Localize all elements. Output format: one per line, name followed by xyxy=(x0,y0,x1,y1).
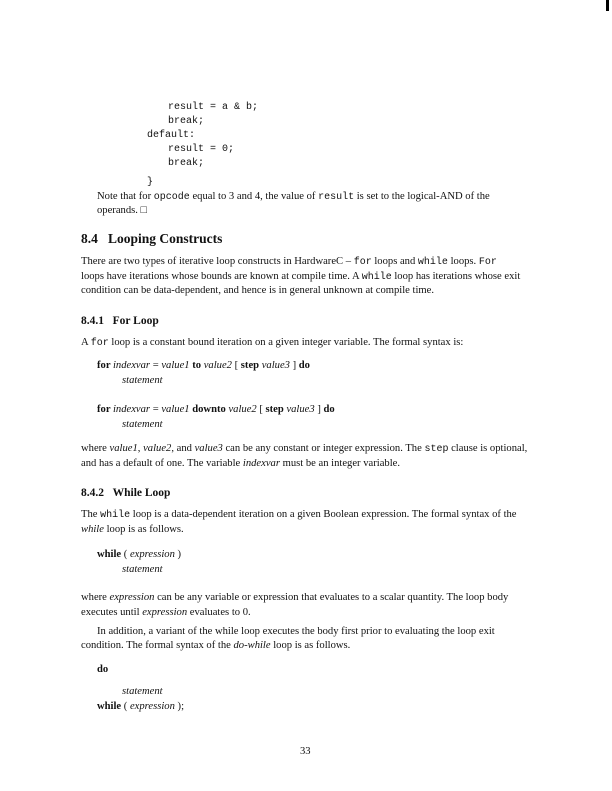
text-run: and has a default of one. The variable xyxy=(81,458,243,469)
code-text: result = a & b; xyxy=(168,102,259,113)
text-run: In addition, a variant of the while loop executes the body first prior to evaluating the loop exit xyxy=(97,626,495,637)
italic-text: while xyxy=(81,524,104,535)
keyword-text: for xyxy=(97,360,113,371)
paragraph-line xyxy=(97,626,495,638)
text-run: ); xyxy=(174,701,185,712)
code-text: while xyxy=(361,272,392,283)
scan-mark xyxy=(606,0,609,11)
text-run: ) xyxy=(174,549,182,560)
syntax-line xyxy=(122,564,163,576)
text-run: A xyxy=(81,337,91,348)
text-run: There are two types of iterative loop constructs in HardwareC – xyxy=(81,256,354,267)
keyword-text: do xyxy=(97,664,109,675)
italic-text: value3 xyxy=(261,360,290,371)
text-run: must be an integer variable. xyxy=(279,458,400,469)
keyword-text: while xyxy=(97,701,122,712)
code-text: result xyxy=(318,192,355,203)
syntax-line xyxy=(122,686,163,698)
italic-text: value3 xyxy=(286,404,315,415)
text-run: executes until xyxy=(81,607,143,618)
code-line xyxy=(147,176,153,189)
note-line xyxy=(97,205,147,217)
paragraph-line xyxy=(81,607,251,619)
text-run: , xyxy=(137,443,144,454)
keyword-text: while xyxy=(97,549,122,560)
italic-text: value2 xyxy=(228,404,257,415)
italic-text: value1 xyxy=(161,404,190,415)
text-run: can be any constant or integer expression. The xyxy=(222,443,425,454)
text-run: operands. □ xyxy=(97,205,147,216)
text-run: loop is as follows. xyxy=(103,524,184,535)
syntax-line xyxy=(97,549,181,561)
code-text: step xyxy=(424,444,449,455)
subsection-heading: 8.4.2 While Loop xyxy=(81,487,171,499)
paragraph-line xyxy=(81,640,350,652)
syntax-line xyxy=(97,360,310,372)
code-text: while xyxy=(417,257,448,268)
text-run: loop has iterations whose exit xyxy=(391,271,521,282)
text-run: [ xyxy=(231,360,241,371)
text-run: = xyxy=(150,360,162,371)
code-text: opcode xyxy=(153,192,190,203)
keyword-text: do xyxy=(323,404,335,415)
italic-text: do-while xyxy=(233,640,271,651)
text-run: where xyxy=(81,443,110,454)
paragraph-line xyxy=(81,458,400,470)
italic-text: statement xyxy=(122,686,163,697)
code-text: for xyxy=(353,257,372,268)
italic-text: value2 xyxy=(203,360,232,371)
code-line xyxy=(168,157,204,170)
italic-text: statement xyxy=(122,419,163,430)
italic-text: indexvar xyxy=(112,360,151,371)
italic-text: expression xyxy=(109,592,155,603)
text-run: loop is as follows. xyxy=(270,640,351,651)
text-run: ( xyxy=(121,549,130,560)
text-run: condition. The formal syntax of the xyxy=(81,640,234,651)
code-line xyxy=(168,101,258,114)
keyword-text: to xyxy=(189,360,204,371)
code-text: break; xyxy=(168,158,205,169)
paragraph-line xyxy=(81,271,520,284)
text-run: , and xyxy=(171,443,195,454)
italic-text: value1 xyxy=(161,360,190,371)
italic-text: expression xyxy=(142,607,188,618)
section-heading: 8.4 Looping Constructs xyxy=(81,231,223,246)
code-text: while xyxy=(100,510,131,521)
paragraph-line xyxy=(81,509,517,522)
text-run: equal to 3 and 4, the value of xyxy=(189,191,319,202)
code-text: For xyxy=(478,257,497,268)
italic-text: value1 xyxy=(109,443,138,454)
code-line xyxy=(168,143,234,156)
text-run: loop is a constant bound iteration on a given integer variable. The formal syntax is: xyxy=(108,337,464,348)
italic-text: indexvar xyxy=(112,404,151,415)
code-text: default: xyxy=(147,130,196,141)
paragraph-line xyxy=(81,524,184,536)
italic-text: value3 xyxy=(194,443,223,454)
keyword-text: step xyxy=(265,404,287,415)
text-run: condition can be data-dependent, and hence is in general unknown at compile time. xyxy=(81,285,435,296)
note-line xyxy=(97,191,490,204)
italic-text: indexvar xyxy=(242,458,280,469)
code-line xyxy=(168,115,204,128)
italic-text: expression xyxy=(129,549,175,560)
code-text: } xyxy=(147,177,154,188)
italic-text: expression xyxy=(129,701,175,712)
text-run: [ xyxy=(256,404,266,415)
keyword-text: for xyxy=(97,404,113,415)
keyword-text: step xyxy=(240,360,262,371)
text-run: = xyxy=(150,404,162,415)
text-run: ( xyxy=(121,701,130,712)
text-run: is set to the logical-AND of the xyxy=(354,191,490,202)
paragraph-line xyxy=(81,443,527,456)
paragraph-line xyxy=(81,592,508,604)
text-run: loop is a data-dependent iteration on a given Boolean expression. The formal syntax of the xyxy=(130,509,517,520)
paragraph-line xyxy=(81,256,497,269)
keyword-text: do xyxy=(298,360,310,371)
paragraph-line xyxy=(81,285,434,297)
syntax-line xyxy=(122,419,163,431)
code-text: for xyxy=(90,338,109,349)
text-run: can be any variable or expression that evaluates to a scalar quantity. The loop body xyxy=(154,592,509,603)
paragraph-line xyxy=(81,337,463,350)
italic-text: statement xyxy=(122,375,163,386)
text-run: ] xyxy=(289,360,299,371)
code-text: result = 0; xyxy=(168,144,235,155)
page-number: 33 xyxy=(300,746,311,757)
text-run: clause is optional, xyxy=(448,443,528,454)
italic-text: value2 xyxy=(143,443,172,454)
text-run: evaluates to 0. xyxy=(187,607,251,618)
syntax-line xyxy=(122,375,163,387)
text-run: Note that for xyxy=(97,191,154,202)
syntax-line xyxy=(97,404,335,416)
text-run: loops have iterations whose bounds are known at compile time. A xyxy=(81,271,362,282)
code-line xyxy=(147,129,195,142)
subsection-heading: 8.4.1 For Loop xyxy=(81,315,159,327)
text-run: The xyxy=(81,509,101,520)
text-run: ] xyxy=(314,404,324,415)
syntax-line xyxy=(97,701,184,713)
text-run: loops. xyxy=(447,256,479,267)
code-text: break; xyxy=(168,116,205,127)
keyword-text: downto xyxy=(189,404,229,415)
text-run: where xyxy=(81,592,110,603)
syntax-line xyxy=(97,664,108,676)
italic-text: statement xyxy=(122,564,163,575)
text-run: loops and xyxy=(371,256,418,267)
